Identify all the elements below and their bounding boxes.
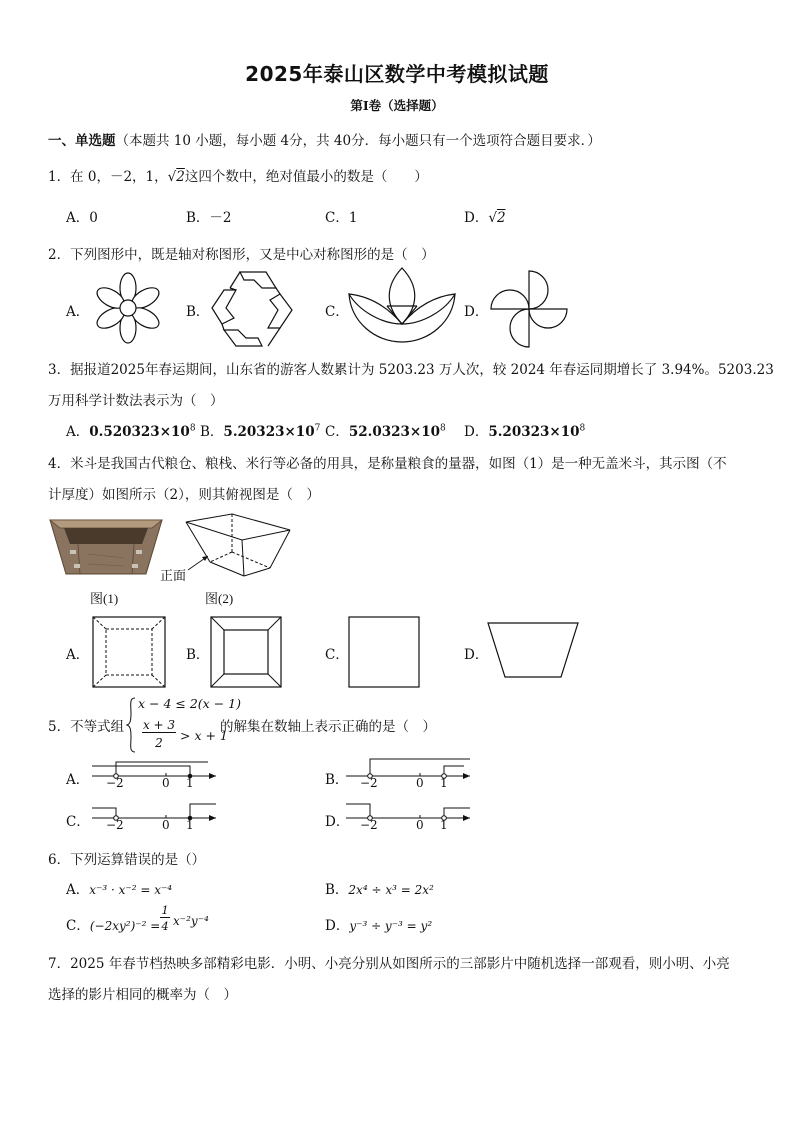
q5-brace [126,697,136,753]
q5-d-tick-1: 1 [440,818,448,832]
section-heading [48,129,601,149]
q6-option-a-expr: x⁻³ · x⁻² = x⁻⁴ [89,883,173,897]
q4-option-d-figure [487,622,579,678]
q6-option-d-expr: y⁻³ ÷ y⁻³ = y² [349,919,433,933]
q5-inequality-2-numerator: x + 3 [142,718,176,732]
q6-option-a [66,878,172,898]
q4-option-c: C． [325,647,349,663]
q3-option-b-times: ×10 [284,424,315,440]
q5-option-d: D． [325,814,350,830]
q6-option-c-frac-den: 4 [161,919,169,933]
q6-option-b-expr: 2x⁴ ÷ x³ = 2x² [348,883,434,897]
q2-hexagon-figure [210,270,294,348]
q3-option-d-mantissa: 5.20323 [488,424,550,440]
q3-option-c-exp: 8 [440,423,446,434]
q3-option-c-label: C． [325,424,349,440]
q4-rice-measure-diagram [184,512,294,578]
q3-option-a-label: A． [66,424,90,440]
q2-lotus-figure [347,266,457,346]
q1-sqrt2: √2 [167,169,185,185]
q5-stem-b: 的解集在数轴上表示正确的是（ ） [220,719,436,735]
q5-a-tick-0: 0 [162,776,170,790]
q7-line1: 7．2025 年春节档热映多部精彩电影．小明、小亮分别从如图所示的三部影片中随机选择一部观看，则小明、小亮 [48,956,730,972]
q5-inequality-1: x − 4 ≤ 2(x − 1) [138,696,241,711]
q6-option-c [66,914,160,934]
q3-option-a [66,420,196,440]
q6-option-d [325,914,432,934]
q1-option-c: C．1 [325,210,358,226]
q5-option-c: C． [66,814,90,830]
q4-option-c-figure [348,616,420,688]
q5-d-tick-neg2: −2 [360,818,378,832]
q3-option-d-exp: 8 [579,423,586,434]
q5-b-tick-1: 1 [440,776,448,790]
q1-option-d-sqrt2: √2 [488,210,506,226]
q6-option-c-frac-num: 1 [161,903,169,917]
q5-c-tick-0: 0 [162,818,170,832]
section-subtitle: 第Ⅰ卷（选择题） [350,98,444,113]
q5-option-b: B． [325,772,349,788]
q4-fig2-label: 图(2) [205,591,234,606]
q3-option-d-times: ×10 [549,424,580,440]
q6-option-c-expr-right: x⁻²y⁻⁴ [173,914,209,928]
q6-option-c-label: C． [66,918,90,934]
q5-a-tick-1: 1 [186,776,194,790]
q4-option-b: B． [186,647,210,663]
q4-rice-measure-photo [48,514,164,578]
q3-option-a-mantissa: 0.520323 [89,424,160,440]
q2-option-b: B． [186,304,210,320]
q4-fig1-label: 图(1) [90,591,119,606]
page-title: 2025年泰山区数学中考模拟试题 [245,62,549,86]
q4-option-a-figure [92,616,166,688]
q3-option-b-mantissa: 5.20323 [223,424,285,440]
q4-option-d: D． [464,647,489,663]
q5-a-tick-neg2: −2 [106,776,124,790]
q1-stem-b: 这四个数中，绝对值最小的数是（ ） [184,169,428,185]
q2-stem: 2．下列图形中，既是轴对称图形，又是中心对称图形的是（ ） [48,247,435,263]
q5-inequality-2-rhs: > x + 1 [180,728,228,743]
q5-c-tick-neg2: −2 [106,818,124,832]
q3-option-c-mantissa: 52.0323 [348,424,410,440]
q5-d-tick-0: 0 [416,818,424,832]
q1-stem [48,165,428,185]
q1-option-d [464,206,506,226]
q2-option-c: C． [325,304,349,320]
q5-stem-a: 5．不等式组 [48,719,125,735]
q5-option-a: A． [66,772,90,788]
q6-stem: 6．下列运算错误的是（） [48,852,206,868]
section-heading-label: 一、单选题 [48,133,116,149]
q3-line2: 万用科学计数法表示为（ ） [48,393,224,409]
q4-line1: 4．米斗是我国古代粮仓、粮栈、米行等必备的用具，是称量粮食的量器，如图（1）是一种无盖米斗，其示图（不 [48,456,727,472]
q5-b-tick-neg2: −2 [360,776,378,790]
q4-line2: 计厚度）如图所示（2），则其俯视图是（ ） [48,487,320,503]
q1-option-a: A．0 [66,210,98,226]
q2-flower-figure [90,270,166,346]
q3-option-d [464,420,585,440]
q3-line1: 3．据报道2025年春运期间，山东省的游客人数累计为 5203.23 万人次，较 2024 年春运同期增长了 3.94%。5203.23 [48,362,774,378]
q2-pinwheel-figure [488,268,570,350]
q3-option-a-exp: 8 [189,423,196,434]
q1-option-d-label: D． [464,210,489,226]
q3-option-c-times: ×10 [409,424,441,440]
q6-option-d-label: D． [325,918,350,934]
q6-option-b-label: B． [325,882,349,898]
q3-option-b [200,420,320,440]
q4-option-b-figure [210,616,282,688]
q4-option-a: A． [66,647,90,663]
q7-line2: 选择的影片相同的概率为（ ） [48,987,237,1003]
q3-option-b-exp: 7 [314,423,321,434]
q6-option-c-expr-left: (−2xy²)⁻² = [89,919,161,933]
section-heading-note: （本题共 10 小题，每小题 4分，共 40分．每小题只有一个选项符合题目要求．） [115,133,601,149]
q4-front-label: 正面 [160,569,187,584]
q1-option-b: B．－2 [186,210,232,226]
q2-option-d: D． [464,304,489,320]
q3-option-a-times: ×10 [159,424,190,440]
q6-option-b [325,878,434,898]
q3-option-b-label: B． [200,424,224,440]
q5-inequality-2-denominator: 2 [155,736,163,750]
q3-option-c [325,420,446,440]
q5-b-tick-0: 0 [416,776,424,790]
q5-c-tick-1: 1 [186,818,194,832]
q3-option-d-label: D． [464,424,489,440]
q2-option-a: A． [66,304,90,320]
q1-stem-a: 1．在 0，－2，1， [48,169,168,185]
q6-option-a-label: A． [66,882,90,898]
